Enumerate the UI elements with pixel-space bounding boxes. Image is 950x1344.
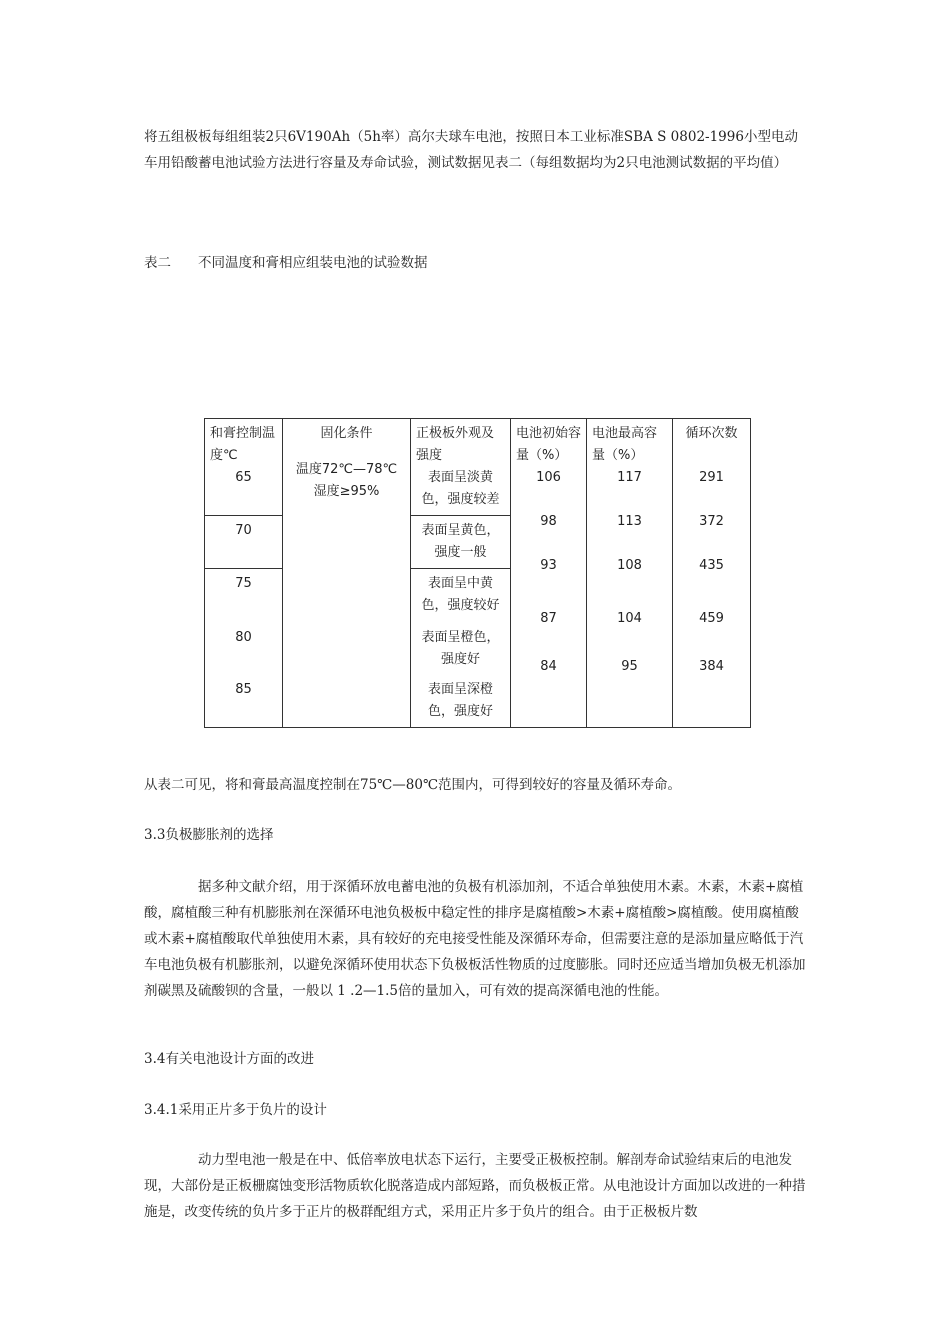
table-cell <box>205 675 283 728</box>
cell-initial: 93 <box>540 558 557 573</box>
cell-cycles: 459 <box>699 611 724 626</box>
table-cell <box>205 419 283 516</box>
cell-initial: 84 <box>540 659 557 674</box>
header-temp: 和膏控制温度℃ <box>210 426 276 463</box>
cell-max: 108 <box>617 558 642 573</box>
section-3-3-paragraph: 据多种文献介绍，用于深循环放电蓄电池的负极有机添加剂，不适合单独使用木素。木素，木素+腐植酸，腐植酸三种有机膨胀剂在深循环电池负极板中稳定性的排序是腐植酸>木素+腐植酸>腐植酸。使用腐植酸或木素+腐植酸取代单独使用木素，具有较好的充电接受性能及深循环寿命，但需要注意的是添加量应略低于汽车电池负极有机膨胀剂，以避免深循环使用状态下负极板活性物质的过度膨胀。同时还应适当增加负极无机添加剂碳黑及硫酸钡的含量，一般以 1 .2—1.5倍的量加入，可有效的提高深循电池的性能。 <box>144 879 806 999</box>
cell-initial: 106 <box>536 470 561 485</box>
cell-temp: 70 <box>235 523 252 538</box>
section-3-4-1-heading: 3.4.1采用正片多于负片的设计 <box>144 1102 327 1118</box>
cell-cycles: 291 <box>699 470 724 485</box>
table-cell <box>205 623 283 675</box>
table-cell <box>411 516 511 569</box>
cell-temp: 85 <box>235 681 252 697</box>
cell-appearance: 表面呈深橙色，强度好 <box>427 681 493 719</box>
cell-cycles: 372 <box>699 514 724 529</box>
table-cell <box>283 419 411 728</box>
cell-appearance: 表面呈淡黄色，强度较差 <box>421 470 500 507</box>
cell-appearance: 表面呈中黄色，强度较好 <box>421 576 500 613</box>
cell-max: 113 <box>617 514 642 529</box>
cell-appearance: 表面呈橙色，强度好 <box>421 629 500 667</box>
cell-appearance: 表面呈黄色，强度一般 <box>421 523 500 560</box>
cell-max: 95 <box>621 659 638 674</box>
section-3-4-heading: 3.4有关电池设计方面的改进 <box>144 1051 314 1067</box>
table-cell <box>411 675 511 728</box>
cell-max: 104 <box>617 611 642 626</box>
table-cell <box>587 419 673 728</box>
curing-temp: 温度72℃—78℃ <box>295 462 398 477</box>
cell-temp: 75 <box>235 576 252 591</box>
section-3-4-1-paragraph: 动力型电池一般是在中、低倍率放电状态下运行，主要受正极板控制。解剖寿命试验结束后的电池发现，大部份是正板栅腐蚀变形活物质软化脱落造成内部短路，而负极板正常。从电池设计方面加以改进的一种措施是，改变传统的负片多于正片的极群配组方式，采用正片多于负片的组合。由于正极板片数 <box>144 1152 806 1220</box>
cell-cycles: 384 <box>699 659 724 674</box>
cell-temp: 65 <box>235 470 252 485</box>
table-row <box>205 419 751 516</box>
table-caption: 表二 不同温度和膏相应组装电池的试验数据 <box>144 255 428 271</box>
cell-initial: 98 <box>540 514 557 529</box>
cell-max: 117 <box>617 470 642 485</box>
table-cell <box>411 569 511 623</box>
curing-humidity: 湿度≥95% <box>313 484 380 499</box>
cell-initial: 87 <box>540 611 557 626</box>
header-max: 电池最高容量（%） <box>592 426 658 463</box>
table-cell <box>673 419 751 728</box>
data-table <box>204 418 750 719</box>
table-cell <box>205 516 283 569</box>
cell-temp: 80 <box>235 629 252 645</box>
header-appearance: 正极板外观及强度 <box>416 426 495 463</box>
header-curing: 固化条件 <box>320 426 373 441</box>
header-initial: 电池初始容量（%） <box>516 426 582 463</box>
header-cycles: 循环次数 <box>685 426 738 441</box>
table-cell <box>511 419 587 728</box>
conclusion-paragraph: 从表二可见，将和膏最高温度控制在75℃—80℃范围内，可得到较好的容量及循环寿命。 <box>144 777 682 793</box>
section-3-3-heading: 3.3负极膨胀剂的选择 <box>144 827 274 843</box>
table-cell <box>411 419 511 516</box>
table-cell <box>205 569 283 623</box>
table-cell <box>411 623 511 675</box>
cell-cycles: 435 <box>699 558 724 573</box>
intro-paragraph: 将五组极板每组组装2只6V190Ah（5h率）高尔夫球车电池，按照日本工业标准SBA S 0802-1996小型电动车用铅酸蓄电池试验方法进行容量及寿命试验，测试数据见表二（每组数据均为2只电池测试数据的平均值） <box>144 129 798 171</box>
